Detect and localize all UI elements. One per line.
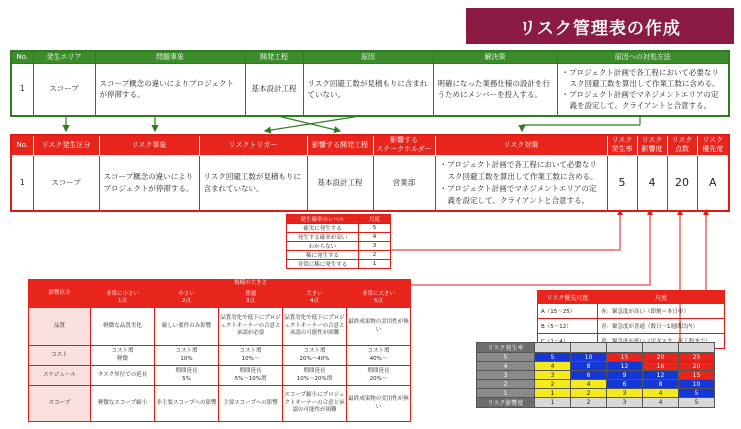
impact-table: [28, 279, 411, 422]
matrix-cell: 9: [607, 371, 643, 380]
matrix-impact-label: 3: [607, 398, 643, 408]
matrix-cell: 5: [535, 353, 571, 362]
issue-solution: 明確になった業務仕様の設計を行うためにメンバーを投入する。: [433, 63, 557, 116]
impact-cell: 期間延長 5%: [155, 366, 219, 386]
probability-header-scale: 尺度: [359, 215, 391, 224]
matrix-cell: 10: [679, 380, 715, 389]
matrix-cell: 6: [571, 371, 607, 380]
probability-row: [287, 233, 391, 242]
risk-trigger: リスク回避工数が見積もりに含まれていない。: [199, 155, 307, 211]
probability-value: 1: [359, 260, 391, 269]
issue-header-measures: 原因への対処方法: [557, 51, 729, 63]
issue-measure-item: ・ プロジェクト計画でマネジメントエリアの定義を設定して、クライアントと合意する。: [570, 89, 725, 112]
matrix-blank-cell: [643, 343, 679, 353]
matrix-cell: 12: [643, 371, 679, 380]
priority-table: [537, 290, 725, 349]
risk-measure-item: ・ プロジェクト計画で各工程において必要なリスク回避工数を算出して作業工数に含める。: [448, 159, 603, 183]
matrix-cell: 8: [643, 380, 679, 389]
impact-cell: 最終成果物の実用性が無い: [347, 308, 411, 346]
issue-area: スコープ: [33, 63, 95, 116]
issue-problem: スコープ概念の違いによりプロジェクトが停滞する。: [95, 63, 245, 116]
impact-row-scope: [29, 386, 411, 422]
impact-row-quality: [29, 308, 411, 346]
risk-table: [10, 134, 730, 212]
arrow-phase: [278, 116, 340, 131]
risk-header-row: [11, 135, 729, 155]
risk-impact: 4: [637, 155, 667, 211]
probability-value: 4: [359, 233, 391, 242]
probability-label: 稀に発生する: [287, 251, 359, 260]
matrix-cell: 16: [643, 362, 679, 371]
risk-measures: [435, 155, 607, 211]
page-title: リスク管理表の作成: [466, 8, 734, 44]
impact-cell: コスト増 10%〜: [219, 346, 283, 366]
matrix-rate-label: 3: [477, 371, 535, 380]
matrix-rate-label: 5: [477, 353, 535, 362]
arrow-impact: [410, 210, 650, 285]
matrix-cell: 4: [571, 380, 607, 389]
impact-row-schedule: [29, 366, 411, 386]
matrix-row: [477, 362, 715, 371]
matrix-cell: 6: [607, 380, 643, 389]
impact-cell: コスト増 40%〜: [347, 346, 411, 366]
impact-cell: 非主要スコープへの影響: [155, 386, 219, 422]
matrix-row-axis-label: リスク発生率: [477, 343, 535, 353]
impact-cell: 期間延長 5%〜10%増: [219, 366, 283, 386]
issue-measure-item: ・ プロジェクト計画で各工程において必要なリスク回避工数を算出して作業工数に含める。: [570, 67, 725, 90]
risk-header-no: No.: [11, 135, 33, 155]
risk-header-phase: 影響する開発工程: [307, 135, 373, 155]
matrix-cell: 5: [679, 389, 715, 398]
impact-cell: コスト増 10%: [155, 346, 219, 366]
risk-header-measures: リスク対策: [435, 135, 607, 155]
issue-measures: [557, 63, 729, 116]
matrix-cell: 10: [571, 353, 607, 362]
impact-cell: 品質劣化や低下にプロジェクトオーナーの合意と承認の可能性が困難: [283, 308, 347, 346]
matrix-cell: 15: [607, 353, 643, 362]
impact-cell: タスク単位での延長: [91, 366, 155, 386]
priority-row: [538, 304, 725, 319]
priority-header-scale: リスク優先尺度: [538, 291, 598, 304]
risk-event: スコープ概念の違いによりプロジェクトが停滞する。: [99, 155, 199, 211]
issue-header-solution: 解決策: [433, 51, 557, 63]
impact-cell: スコープ縮小にプロジェクトオーナーの合意と承認の可能性が困難: [283, 386, 347, 422]
risk-row: [11, 155, 729, 211]
matrix-row: [477, 380, 715, 389]
probability-row: [287, 242, 391, 251]
matrix-cell: 12: [607, 362, 643, 371]
matrix-col-axis-label: リスク影響度: [477, 398, 535, 408]
matrix-blank-cell: [679, 343, 715, 353]
impact-corner: 影響区分: [29, 280, 91, 308]
impact-group-row: [29, 280, 411, 289]
issue-phase: 基本設計工程: [245, 63, 303, 116]
impact-cell: 軽微なスコープ縮小: [91, 386, 155, 422]
matrix-cell: 20: [643, 353, 679, 362]
matrix-footer-row: [477, 398, 715, 408]
risk-header-score: リスク 点数: [667, 135, 697, 155]
risk-stakeholder: 営業部: [373, 155, 435, 211]
probability-label: 非常に稀に発生する: [287, 260, 359, 269]
risk-phase: 基本設計工程: [307, 155, 373, 211]
issue-no: 1: [11, 63, 33, 116]
matrix-impact-label: 2: [571, 398, 607, 408]
risk-score: 20: [667, 155, 697, 211]
probability-label: 確実に発生する: [287, 224, 359, 233]
issue-table: [10, 50, 730, 117]
matrix-rate-label: 2: [477, 380, 535, 389]
matrix-cell: 8: [571, 362, 607, 371]
matrix-rate-label: 4: [477, 362, 535, 371]
probability-row: [287, 260, 391, 269]
probability-value: 2: [359, 251, 391, 260]
matrix-cell: 20: [679, 362, 715, 371]
risk-header-priority: リスク 優先度: [697, 135, 729, 155]
probability-row: [287, 224, 391, 233]
matrix-blank-cell: [571, 343, 607, 353]
risk-header-trigger: リスクトリガー: [199, 135, 307, 155]
issue-header-cause: 原因: [303, 51, 433, 63]
risk-no: 1: [11, 155, 33, 211]
matrix-cell: 25: [679, 353, 715, 362]
impact-cell: 品質劣化や低下にプロジェクトオーナーの合意と承認が必要: [219, 308, 283, 346]
impact-cell: 期間延長 20%〜: [347, 366, 411, 386]
matrix-cell: 2: [571, 389, 607, 398]
probability-value: 3: [359, 242, 391, 251]
matrix-impact-label: 5: [679, 398, 715, 408]
issue-header-phase: 開発工程: [245, 51, 303, 63]
matrix-blank-cell: [535, 343, 571, 353]
risk-category: スコープ: [33, 155, 99, 211]
risk-header-event: リスク事象: [99, 135, 199, 155]
risk-header-stakeholder: 影響する ステークホルダー: [373, 135, 435, 155]
impact-cell: コスト増 20%〜40%: [283, 346, 347, 366]
risk-header-impact: リスク 影響度: [637, 135, 667, 155]
priority-row: [538, 319, 725, 334]
impact-cell: 軽微な品質劣化: [91, 308, 155, 346]
impact-row-label: スコープ: [29, 386, 91, 422]
matrix-blank-cell: [607, 343, 643, 353]
risk-priority: A: [697, 155, 729, 211]
priority-header-row: [538, 291, 725, 304]
matrix-cell: 4: [535, 362, 571, 371]
impact-level-2: 小さい 2点: [155, 289, 219, 308]
impact-cell: 期間延長 10%〜20%増: [283, 366, 347, 386]
impact-cell: コスト増 軽微: [91, 346, 155, 366]
probability-header-level: 発生確率のレベル: [287, 215, 359, 224]
issue-header-row: [11, 51, 729, 63]
probability-label: 発生する確率が高い: [287, 233, 359, 242]
matrix-header-row: [477, 343, 715, 353]
risk-matrix: [476, 342, 715, 408]
impact-level-4: 大きい 4点: [283, 289, 347, 308]
matrix-cell: 15: [679, 371, 715, 380]
matrix-cell: 1: [535, 389, 571, 398]
impact-row-label: コスト: [29, 346, 91, 366]
risk-header-category: リスク発生区分: [33, 135, 99, 155]
matrix-impact-label: 4: [643, 398, 679, 408]
probability-header-row: [287, 215, 391, 224]
impact-group-header: 規模の大きさ: [91, 280, 411, 289]
impact-cell: 厳しい要件のみ影響: [155, 308, 219, 346]
impact-row-cost: [29, 346, 411, 366]
issue-header-problem: 問題事象: [95, 51, 245, 63]
impact-level-5: 非常に大きい 5点: [347, 289, 411, 308]
issue-header-no: No.: [11, 51, 33, 63]
matrix-row: [477, 353, 715, 362]
matrix-cell: 4: [643, 389, 679, 398]
matrix-impact-label: 1: [535, 398, 571, 408]
risk-measure-item: ・ プロジェクト計画でマネジメントエリアの定義を設定して、クライアントと合意する。: [448, 183, 603, 207]
arrow-rate: [390, 210, 620, 250]
probability-label: わからない: [287, 242, 359, 251]
impact-row-label: スケジュール: [29, 366, 91, 386]
impact-level-1: 非常に小さい 1点: [91, 289, 155, 308]
risk-header-rate: リスク 発生率: [607, 135, 637, 155]
issue-header-area: 発生エリア: [33, 51, 95, 63]
matrix-rate-label: 1: [477, 389, 535, 398]
issue-row: [11, 63, 729, 116]
matrix-cell: 2: [535, 380, 571, 389]
impact-level-3: 普通 3点: [219, 289, 283, 308]
priority-header-measure: 尺度: [598, 291, 725, 304]
impact-cell: 主要スコープへの影響: [219, 386, 283, 422]
issue-cause: リスク回避工数が見積もりに含まれていない。: [303, 63, 433, 116]
priority-grade: B（5〜12）: [538, 319, 598, 334]
impact-row-label: 品質: [29, 308, 91, 346]
priority-desc: 青：緊急度が普通（数日〜1週間以内）: [598, 319, 725, 334]
priority-grade: A（15〜25）: [538, 304, 598, 319]
probability-value: 5: [359, 224, 391, 233]
matrix-cell: 3: [607, 389, 643, 398]
priority-desc: 赤：緊急度が高い（即刻＝本日中）: [598, 304, 725, 319]
matrix-cell: 3: [535, 371, 571, 380]
arrow-cause: [265, 116, 360, 131]
matrix-row: [477, 389, 715, 398]
risk-rate: 5: [607, 155, 637, 211]
probability-table: [286, 214, 391, 269]
impact-cell: 最終成果物の実用性が無い: [347, 386, 411, 422]
probability-row: [287, 251, 391, 260]
matrix-row: [477, 371, 715, 380]
